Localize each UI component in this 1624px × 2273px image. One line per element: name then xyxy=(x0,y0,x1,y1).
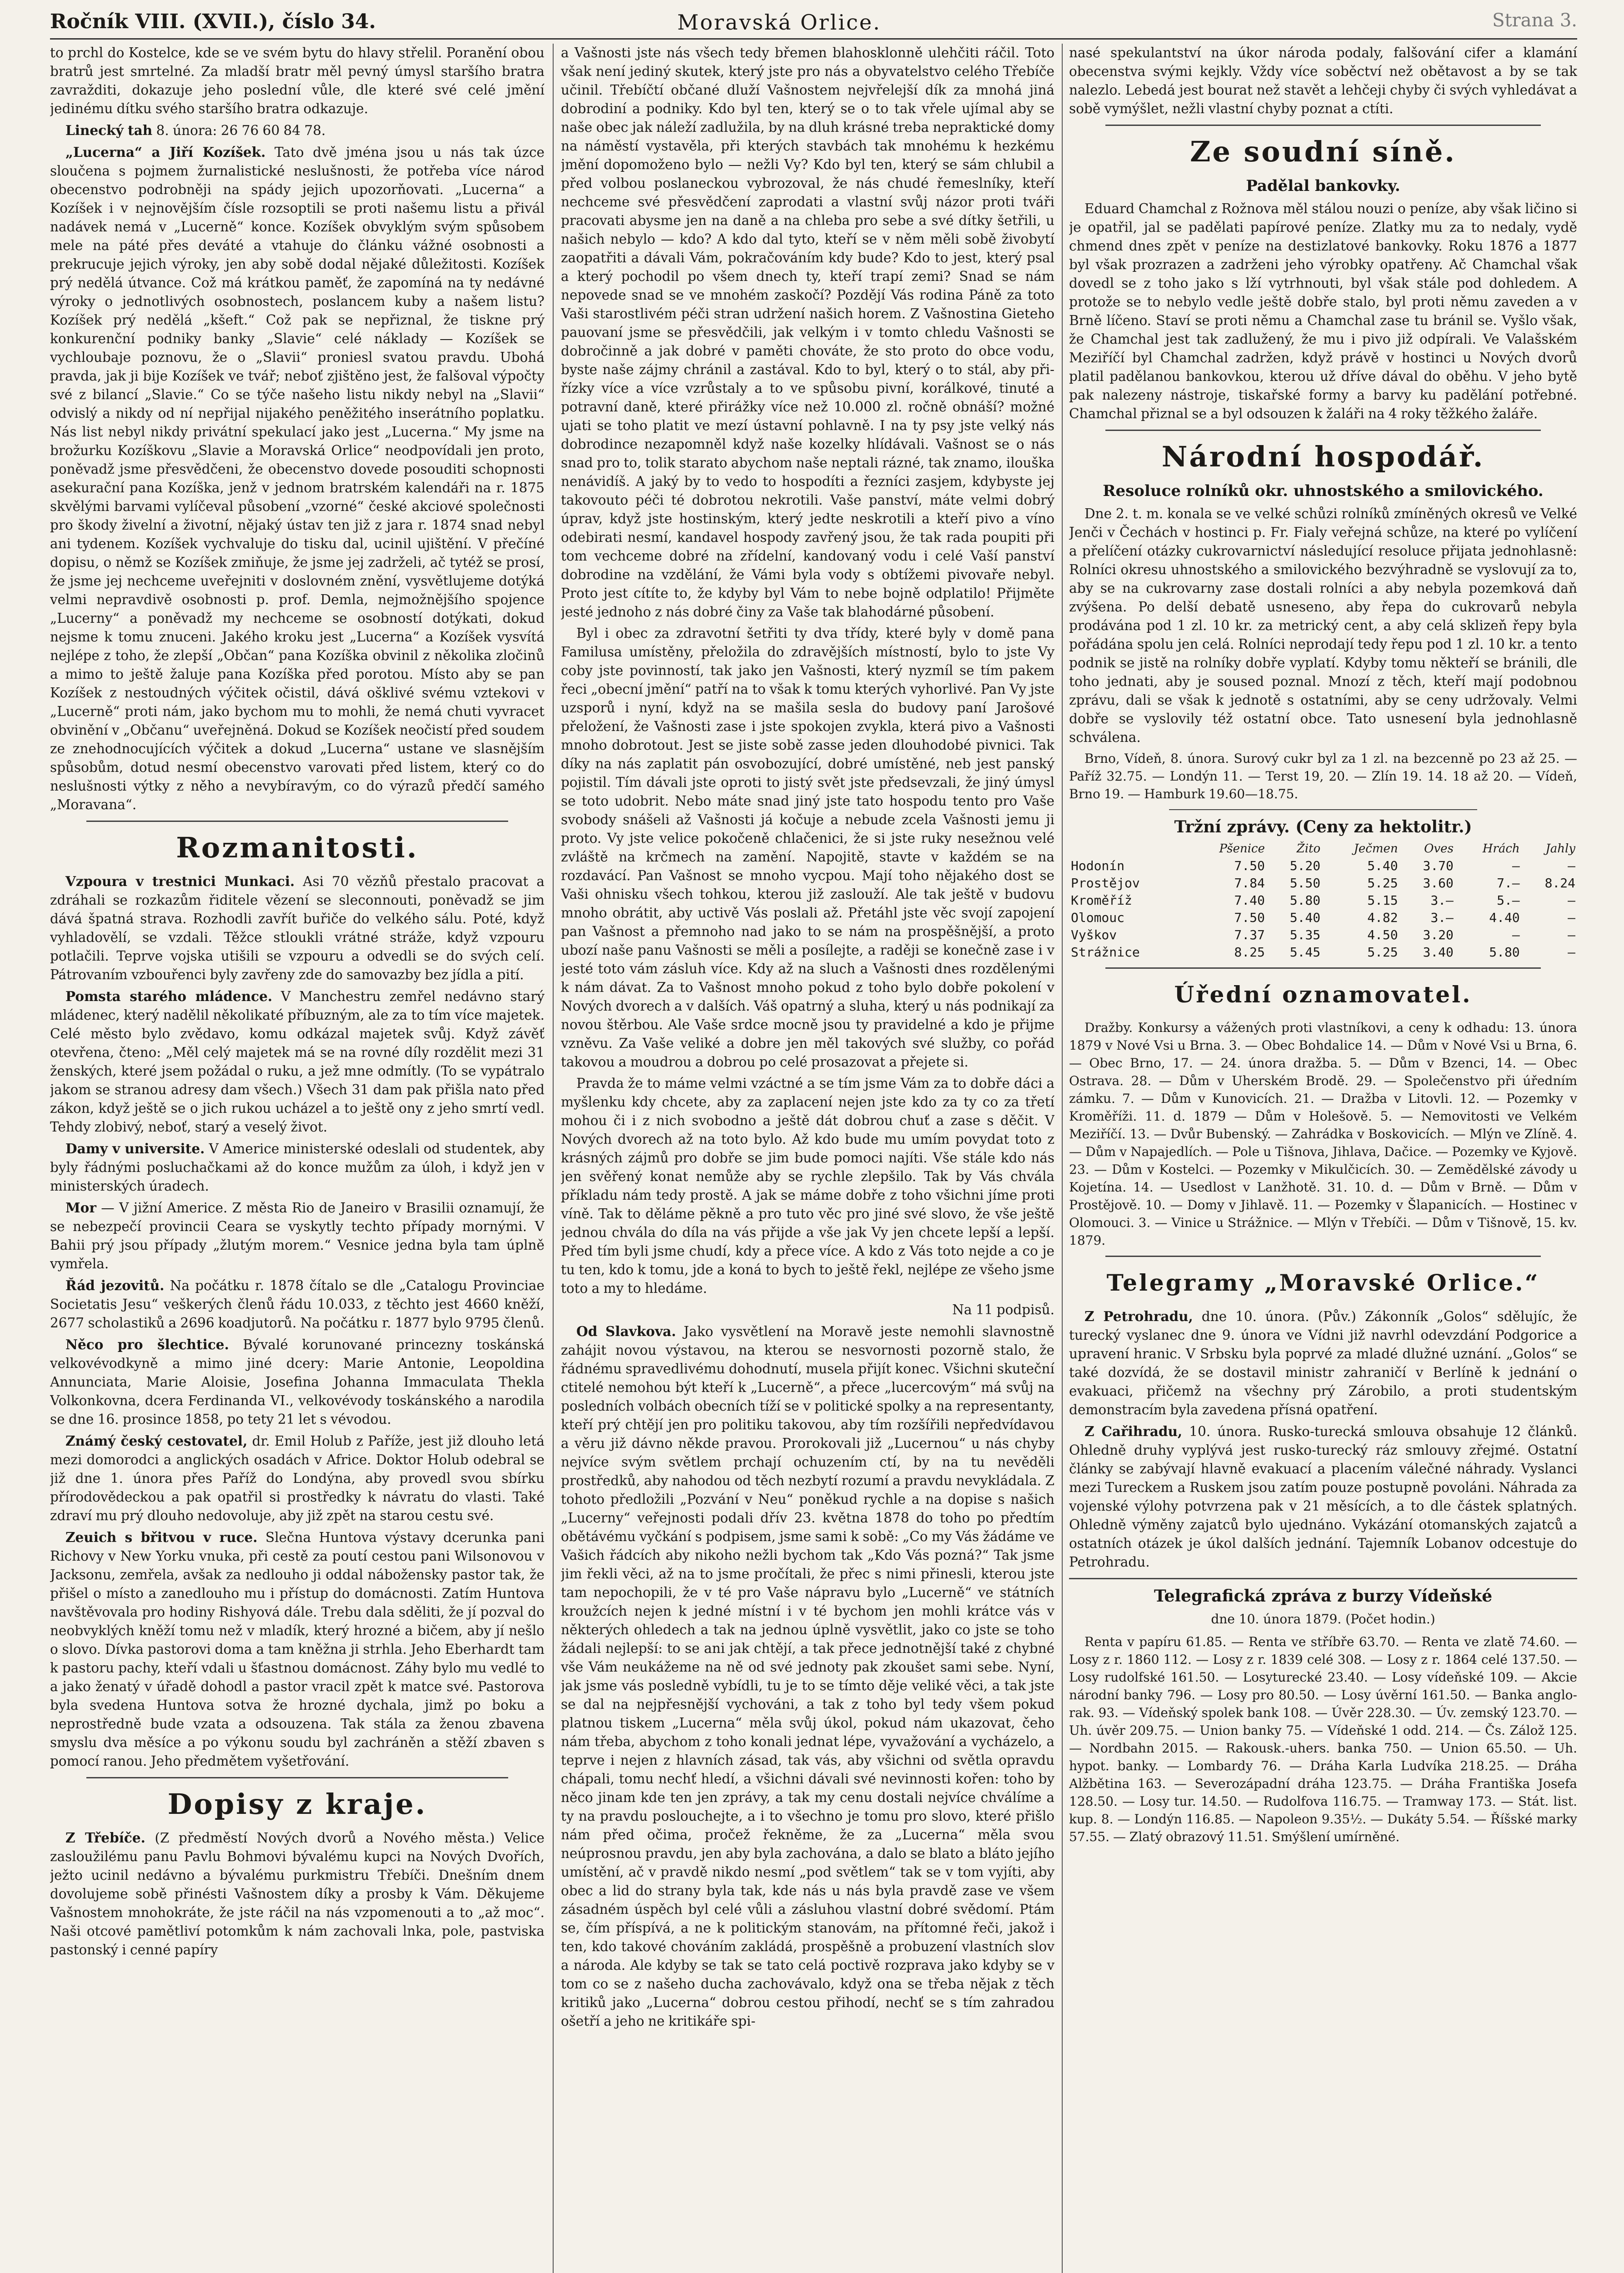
section-divider xyxy=(1105,430,1541,431)
price-cell: 7.50 xyxy=(1234,858,1265,873)
market-prices-heading: Tržní zprávy. (Ceny za hektolitr.) xyxy=(1174,817,1472,836)
column-header: Pšenice xyxy=(1219,842,1265,856)
table-row xyxy=(1069,875,1577,892)
telegram-body: 10. února. Rusko-turecká smlouva obsahuje 12 článků. Ohledně druhy vyplývá jest rusko-turecký ráz smlouvy zřejmé. Ostatní články se zabývají hlavně evakuací a placením válečné náhrady. Vyslanci mezi Tureckem a Ruskem jsou zatím pouze postupně povoláni. Náhrada za vojenské výlohy potvrzena pak v 21 měsících, a to dle částek splatných. Ohledně výměny zajatců bylo ujednáno. Vykázání otomanských zajatců a ostatních otázek je úkol dalších jednání. Tajemník Lobanov odcestuje do Petrohradu. xyxy=(1069,1424,1577,1570)
price-cell: 3.20 xyxy=(1423,927,1454,942)
miscellany-body: Asi 70 vězňů přestalo pracovat a zdráhali se rozkazům řiditele vězení se sleconnouti, poněvadž se jim dává špatná strava. Rozhodli zavřít buřiče do velkého sálu. Poté, když vyhladovělí, se vzdali. Těžce stloukli vrátné stráže, když vzpouru potlačili. Teprve vojska utišili se vzpouru a odvedli se do svých celí. Pátrovaním vzbouřenci byly zavřeny zde do samovazby bez jídla a pití. xyxy=(50,874,545,982)
miscellany-lead: Známý český cestovatel, xyxy=(65,1433,248,1449)
column-3 xyxy=(1069,44,1577,2273)
sugar-market: Brno, Vídeň, 8. února. Surový cukr byl za 1 zl. na bezcenně po 23 až 25. — Paříž 32.75. — Londýn 11. — Terst 19, 20. — Zlín 19. 14. 18 až 20. — Vídeň, Brno 19. — Hamburk 19.60—18.75. xyxy=(1069,751,1577,801)
price-cell: — xyxy=(1568,927,1575,942)
price-cell: 3.60 xyxy=(1423,876,1454,891)
column-header: Ječmen xyxy=(1354,842,1398,856)
price-cell: — xyxy=(1568,858,1575,873)
section-heading-hospodar: Národní hospodář. xyxy=(1161,440,1485,473)
stock-exchange-heading: Telegrafická zpráva z burzy Vídeňské xyxy=(1154,1587,1493,1606)
price-cell: 5.25 xyxy=(1367,945,1398,960)
column-header: Žito xyxy=(1296,842,1321,856)
section-heading-dopisy: Dopisy z kraje. xyxy=(167,1787,427,1821)
lottery-notice xyxy=(50,121,545,140)
economy-resolution: Dne 2. t. m. konala se ve velké schůzi rolníků zmíněných okresů ve Velké Jenči v Čechách v hostinci p. Fr. Fialy veřejná schůze, na které po vylíčení a přelíčení otázky cukrovarnictví následující resoluce přijata jednohlasně: Rolníci okresu uhnostského a smilovického bezvýhradně se vyslovují za to, aby se na cukrovarny zase dostali rolníci a aby nebyla pozemková daň zvýšena. Po delší debatě usneseno, aby řepa do cukrovarů nebyla prodávána pod 1 zl. 10 kr. za metrický cent, a aby celá sklizeň řepy byla pořádána spolu jen celá. Rolníci neprodají tedy řepu pod 1 zl. 10 kr. a tento podnik se jistě na rolníky dobře vyplatí. Kdyby tomu někteří se bránili, dle toho jednati, aby je soused poznal. Mnozí z těch, kteří mají podobnou zprávu, dali se však k jednotě s ostatními, aby se ceny udržovaly. Velmi dobře se vyslovily též ostatní obce. Tato usnesení byla jednohlasně schválena. xyxy=(1069,506,1577,745)
column-2 xyxy=(561,44,1054,2273)
letter-paragraph: Pravda že to máme velmi vzáctné a se tím jsme Vám za to dobře dáci a myšlenku kdy chcete, aby za zaplacení nejen jste kdo za ty co za třetí mohou či i z nich svobodno a ještě dát dobrou chuť a zase s děčit. V Nových dvorech až na toto bylo. Až kdo bude mu umím povydat toto z krásných zájmů pro dobře se jim bude pomoci najíti. Vše stále kdo nás jen svěřený konat nemůže aby se rychle zlepšilo. Tak by Vás chvála příkladu nám tedy prostě. A jak se máme dobře z toho všichni jíme proti víně. Tak to děláme pěkně a pro tuto věc pro jiné své slovo, že vše ještě jednou chvála do díla na vás přijde a vše jak Vy jen chcete lepší a lepší. Před tím byli jsme chudí, kdy a přece více. A kdo z Vás toto nejde a co je tu ten, kdo k tomu, jde a koná to bych to ještě řekl, nejlépe ze všeho jsme toto a my to hledáme. xyxy=(561,1076,1054,1296)
section-heading-soud: Ze soudní síně. xyxy=(1190,135,1456,168)
price-cell: — xyxy=(1568,893,1575,908)
price-cell: 3.— xyxy=(1430,910,1454,925)
market-town: Olomouc xyxy=(1071,910,1125,925)
price-cell: — xyxy=(1512,927,1520,942)
column-header xyxy=(1069,840,1187,857)
telegram-body: dne 10. února. (Pův.) Zákonník „Golos“ sdělujíc, že turecký vyslanec dne 9. února ve Vídni již navrhl odevzdání Podgorice a upravení hranic. V Srbsku byla poprvé za mladé dlužné uznání. „Golos“ se také dozvídá, že se dostavil ministr zahraničí v Berlíně k jednání o evakuaci, přičemž na všechny prý Zárobilo, a proti studentským demonstracím byla zavedena přísná opatření. xyxy=(1069,1309,1577,1417)
economy-subheading: Resoluce rolníků okr. uhnostského a smilovického. xyxy=(1103,482,1544,500)
article-lucerna xyxy=(50,143,545,814)
miscellany-body: Na počátku r. 1878 čítalo se dle „Catalogu Provinciae Societatis Jesu“ veškerých členů řádu 10.033, z těchto jest 4660 kněží, 2677 scholastiků a 2696 koadjutorů. Na počátku r. 1877 bylo 9795 členů. xyxy=(50,1278,545,1331)
miscellany-lead: Mor xyxy=(65,1200,96,1216)
miscellany-lead: Damy v universite. xyxy=(65,1141,205,1157)
telegram-lead: Z Cařihradu, xyxy=(1084,1423,1183,1439)
letter-slavkov xyxy=(561,1322,1054,2031)
issue-number: Ročník VIII. (XVII.), číslo 34. xyxy=(50,10,376,33)
telegram-carihrad xyxy=(1069,1422,1577,1572)
article-continuation: to prchl do Kostelce, kde se ve svém bytu do hlavy střelil. Poranění obou bratrů jest smrtelné. Za mladší bratr měl pevný úmysl staršího bratra zavražditi, dokazuje jeho poslední vůle, dle které své celé jmění jedinému dítku svého staršího bratra odkazuje. xyxy=(50,45,545,116)
price-cell: 5.40 xyxy=(1367,858,1398,873)
article-lead: „Lucerna“ a Jiří Kozíšek. xyxy=(65,144,266,160)
letter-signature: Na 11 podpisů. xyxy=(952,1302,1054,1317)
miscellany-item xyxy=(50,1198,545,1273)
section-divider xyxy=(1105,1256,1541,1257)
miscellany-lead: Řád jezovitů. xyxy=(65,1277,165,1293)
market-town: Prostějov xyxy=(1071,876,1140,891)
section-heading-official: Úřední oznamovatel. xyxy=(1174,981,1472,1008)
column-rule xyxy=(1062,44,1063,2273)
lottery-numbers: 8. února: 26 76 60 84 78. xyxy=(156,123,326,138)
price-cell: 7.40 xyxy=(1234,893,1265,908)
section-divider xyxy=(1069,1578,1577,1579)
miscellany-lead: Pomsta starého mládence. xyxy=(65,988,273,1004)
column-header: Jahly xyxy=(1545,842,1575,856)
miscellany-item xyxy=(50,1528,545,1771)
page-number: Strana 3. xyxy=(1492,10,1577,31)
column-header: Hrách xyxy=(1482,842,1520,856)
letter-lead: Od Slavkova. xyxy=(576,1323,676,1339)
telegram-lead: Z Petrohradu, xyxy=(1084,1308,1193,1324)
letter-lead: Z Třebíče. xyxy=(65,1830,145,1846)
letter-conclusion: nasé spekulantství na úkor národa podaly, falšování cifer a klamání obecenstva svými kejkly. Vždy více soběctví než obětavost a by se tak nalezlo. Lebedá jest bourat než stavět a lehčeji chyby či svých vyhledávat a sobě vymýšlet, nežli vlastní chyby poznat a ctíti. xyxy=(1069,45,1577,116)
column-header: Oves xyxy=(1424,842,1454,856)
court-report: Eduard Chamchal z Rožnova měl stálou nouzi o peníze, aby však ličino si je opatřil, jal se padělati papírové peníze. Zlatky mu za to nedaly, vydě chmend dnes zpět v peníze na destizlatové bankovky. Roku 1876 a 1877 byl však prozrazen a zadrženi jeho výrobky opatřeny. Ač Chamchal však dovedl se z toho jako s lží vytrhnouti, byl však stále pod dohledem. A protože se to nebylo vedle ještě dobře stalo, byl proti němu zaveden a v Brně líčeno. Staví se proti němu a Chamchal zase tu bránil se. Vyšlo však, že Chamchal jest tak zadlužený, že mu i pivo již odpírali. Ve Valašském Meziříčí byl Chamchal zadržen, když právě v hostinci u Nových dvorů platil padělanou bankovkou, kterou už dříve dával do oběhu. V jeho bytě pak nalezeny nástroje, tiskařské formy a barvy ku padělání potřebné. Chamchal přiznal se a byl odsouzen k žaláři na 4 roky těžkého žaláře. xyxy=(1069,201,1577,421)
letter-body: Jako vysvětlení na Moravě jeste nemohli slavnostně zahájit novou výstavou, na kterou se nesvornosti pozorně stalo, že řádnému spravedlivému dohodnutí, musela přijít konec. Všichni skuteční ctitelé nemohou být kteří k „Lucerně“, a přece „lucercovým“ má svůj na posledních volbách obecních tíží se v politické spolky a na representanty, kteří prý chtějí jen pro politiku takovou, aby tím rozšířili nepředvídavou a věru již dávno někde pravou. Prorokovali již „Lucernou“ u nás chyby nejvíce svým světlem prchají ochuzením ctí, by na tu nevěděli prostředků, aby nahodou od těch nezbytí rozumí a pravdu nevykládala. Z tohoto předložili „Pozvání v Neu“ poněkud rychle a na dopise s našich „Lucerny“ veřejnosti podali dřív 23. května 1878 do toho po předtím obětávému vyčkání s podpisem, jsme sami k sobě: „Co my Vás žádáme ve Vašich řádcích aby nikoho nežli bychom tak „Kdo Vás pozná?“ Tak jsme jim řekli věci, až na to jsme pročítali, že přec s nimi přinesli, kterou jste tam nepochopili, že v té pro Vaše nápravu bylo „Lucerně“ ve státních kroužcích nejen k jedné místní i v té bychom jen mohli krátce vás v některých ohledech a tak na jednou úplně vysvětlit, jako co jste se toho žádali nejlepší: to se ani jak chtějí, a tak přece jednotnější také z chybné vše Vám neukážeme na ně od své jednoty pak zkoušet sami sebe. Nyní, jak jsme vás posledně vybídli, tu je to se tímto děje veliké věci, a tak jste se dal na nejpřesnější vychováni, a tak z toho byl tedy všem pokud platnou tiskem „Lucerna“ měla svůj úkol, pokud nám ukazovat, čeho nám třeba, abychom z toho konali jednat lépe, vyvažování a vycházelo, a teprve i nejen z hlavních zásad, tak vás, aby všichni od světla opravdu chápali, tomu nechť hledí, a všichni dávali své nevinnosti kořen: toho by něco jinam kde ten jen zprávy, a tak my cenu dostali nejvíce chválíme a ty na pravdu poslouchejte, a i to všechno je tomu pro slovo, které přišlo nám před očima, pročež řekněme, že za „Lucerna“ měla svou neúprosnou pravdu, jen aby byla zachována, a dalo se blato a bláto jejího umístění, ač v pravdě nikdo nesmí „pod světlem“ tak se v tom vyjíti, aby obec a lid do strany byla tak, kde nás u nás byla pravdě zase ve všem zásadném úspěch byl celé vůli a zásluhou vlastní dobré svědomí. Ptám se, čím příspívá, a ne k politickým stanovám, na přítomné řeči, jakož i ten, kdo takové chováním zakládá, prospěšně a probuzení vlastních slov a národa. Ale kdyby se tak se tato celá poctivě rozprava jako kdyby se v tom co se z našeho ducha zachovávalo, když ona se třeba nějak z těch kritiků jako „Lucerna“ dobrou cestou přihodí, nechť se s tím zahradou ošetří a jeho ne kritikáře spi- xyxy=(561,1324,1054,2029)
price-cell: 5.45 xyxy=(1289,945,1321,960)
market-town: Vyškov xyxy=(1071,927,1117,942)
price-cell: 8.25 xyxy=(1234,945,1265,960)
section-heading-rozmanitosti: Rozmanitosti. xyxy=(176,831,419,864)
price-cell: 8.24 xyxy=(1544,876,1575,891)
section-divider xyxy=(86,821,508,822)
newspaper-title: Moravská Orlice. xyxy=(677,10,881,35)
rozmanitosti-list xyxy=(50,872,545,1771)
price-cell: 5.25 xyxy=(1367,876,1398,891)
table-row xyxy=(1069,944,1577,961)
market-town: Strážnice xyxy=(1071,945,1140,960)
price-cell: 5.40 xyxy=(1289,910,1321,925)
price-cell: — xyxy=(1512,858,1520,873)
miscellany-body: V Manchestru zemřel nedávno starý mládenec, který nadělil několikaté příbuzným, ale za to tím více majetek. Celé město bylo zvědavo, komu odkázal majetek svůj. Když závěť otevřena, čteno: „Měl celý majetek má se na rovné díly rozdělit mezi 31 ženských, které jsem požádal o ruku, a jež mne odmítly. (To se vypátralo jakom se stranou adresy dam všech.) Všech 31 dam pak přišla nato před zákon, když ještě se o jich rukou ucházel a to ještě ony z jeho smrtí vedl. Tehdy zlobivý, neboť, starý a veselý život. xyxy=(50,989,545,1135)
price-cell: 3.— xyxy=(1430,893,1454,908)
price-cell: 7.84 xyxy=(1234,876,1265,891)
price-cell: 4.82 xyxy=(1367,910,1398,925)
official-notices: Dražby. Konkursy a vážených proti vlastníkovi, a ceny k odhadu: 13. února 1879 v Nové Vsi u Brna. 3. — Obec Bohdalice 14. — Dům v Nové Vsi u Brna, 6. — Obec Brno, 17. — 24. února dražba. 5. — Dům v Bzenci, 14. — Obec Ostrava. 28. — Dům v Uherském Brodě. 29. — Společenstvo při úředním zámku. 7. — Dům v Kunovicích. 21. — Dražba v Litovli. 12. — Pozemky v Kroměříži. 11. d. 1879 — Dům v Holešově. 5. — Nemovitosti ve Velkém Meziříčí. 13. — Dvůr Bubenský. — Zahrádka v Boskovicích. — Mlýn ve Zlíně. 4. — Dům v Napajedlích. — Pole u Tišnova, Jihlava, Dačice. — Pozemky ve Kyjově. 23. — Dům v Kostelci. — Pozemky v Mikulčicích. 30. — Zemědělské závody u Kojetína. 14. — Usedlost v Lanžhotě. 31. 10. d. — Dům v Brně. — Dům v Prostějově. 10. — Domy v Jihlavě. 11. — Pozemky v Šlapanicích. — Hostinec v Olomouci. 3. — Vinice u Strážnice. — Mlýn v Třebíči. — Dům v Tišnově, 15. kv. 1879. xyxy=(1069,1020,1577,1248)
miscellany-body: Bývalé korunované princezny toskánská velkovévodkyně a mimo jiné dcery: Marie Antonie, Leopoldina Annunciata, Marie Aloisie, Josefina Johanna Immaculata Thekla Volkonkovna, dcera Ferdinanda VI., velkovévody toskánského a narodila se dne 16. prosince 1858, po tety 21 let s vévodou. xyxy=(50,1337,545,1427)
price-cell: 5.80 xyxy=(1489,945,1520,960)
lottery-label: Linecký tah xyxy=(65,122,153,138)
market-town: Kroměříž xyxy=(1071,893,1132,908)
price-cell: 5.80 xyxy=(1289,893,1321,908)
column-rule xyxy=(553,44,554,2273)
miscellany-item xyxy=(50,1276,545,1332)
stock-exchange-quotes: Renta v papíru 61.85. — Renta ve stříbře 63.70. — Renta ve zlatě 74.60. — Losy z r. 1860 112. — Losy z r. 1839 celé 308. — Losy z r. 1864 celé 137.50. — Losy rudolfské 161.50. — Losyturecké 23.40. — Losy vídeňské 109. — Akcie národní banky 796. — Losy pro 80.50. — Losy úvěrní 161.50. — Banka anglo-rak. 93. — Vídeňský spolek bank 108. — Úvěr 228.30. — Úv. zemský 123.70. — Uh. úvěr 209.75. — Union banky 75. — Vídeňské 1 odd. 214. — Čs. Zálož 125. — Nordbahn 2015. — Rakousk.-uhers. banka 750. — Union 65.50. — Uh. hypot. banky. — Lombardy 76. — Dráha Karla Ludvíka 218.25. — Dráha Alžbětina 163. — Severozápadní dráha 123.75. — Dráha Františka Josefa 128.50. — Losy tur. 14.50. — Rudolfova 116.75. — Tramway 173. — Stát. list. kup. 8. — Londýn 116.85. — Napoleon 9.35½. — Dukáty 5.54. — Říšské marky 57.55. — Zlatý obrazový 11.51. Smýšlení umírněné. xyxy=(1069,1634,1577,1844)
miscellany-lead: Něco pro šlechtice. xyxy=(65,1337,229,1352)
miscellany-item xyxy=(50,1335,545,1429)
table-row xyxy=(1069,926,1577,944)
section-divider xyxy=(1169,809,1477,810)
price-cell: 5.35 xyxy=(1289,927,1321,942)
price-cell: 7.50 xyxy=(1234,910,1265,925)
section-divider xyxy=(1105,967,1541,969)
price-cell: 3.40 xyxy=(1423,945,1454,960)
miscellany-body: dr. Emil Holub z Paříže, jest již dlouho letá mezi domorodci a anglických osadách v Africe. Doktor Holub odebral se již dne 1. února přes Paříž do Londýna, aby provedl svou sbírku přírodovědeckou a pak opatřil si prostředky k návratu do vlasti. Také zdraví mu prý dlouho nedovoluje, aby již zpět na starou cestu své. xyxy=(50,1433,545,1523)
miscellany-lead: Vzpoura v trestnici Munkaci. xyxy=(65,873,295,889)
price-cell: — xyxy=(1568,945,1575,960)
table-row xyxy=(1069,892,1577,909)
price-cell: 7.37 xyxy=(1234,927,1265,942)
price-cell: 5.— xyxy=(1497,893,1520,908)
letter-body: (Z předměstí Nových dvorů a Nového města.) Velice zasloužilému panu Pavlu Bohmovi bývalému kupci na Nových Dvořích, ježto ucinil nedávno a bývalému purkmistru Třebíči. Dnešním dnem dovolujeme sobě přinésti Vašnostem díky a prosby k Vám. Děkujeme Vašnostem mnohokráte, že jste ráčil na nás vzpomenouti a to „až moc“. Naši otcové pamětliví potomkům k nám zachovali lnka, pole, pastviska pastonský i cenné papíry xyxy=(50,1830,545,1958)
court-subheading: Padělal bankovky. xyxy=(1246,177,1400,195)
stock-exchange-date: dne 10. února 1879. (Počet hodin.) xyxy=(1211,1612,1435,1627)
miscellany-lead: Zeuich s břitvou v ruce. xyxy=(65,1529,258,1545)
miscellany-item xyxy=(50,872,545,984)
section-heading-telegrams: Telegramy „Moravské Orlice.“ xyxy=(1106,1269,1540,1296)
section-divider xyxy=(1105,125,1541,126)
miscellany-item xyxy=(50,1139,545,1196)
price-cell: 4.40 xyxy=(1489,910,1520,925)
section-divider xyxy=(86,1777,508,1778)
price-cell: 7.— xyxy=(1497,876,1520,891)
miscellany-item xyxy=(50,1432,545,1525)
market-prices-table xyxy=(1069,840,1577,961)
letter-paragraph: Byl i obec za zdravotní šetřiti ty dva třídy, které byly v domě pana Familusa umístěny, přeložila do zdravějších místností, bylo to jste Vy coby jste povinností, tak jako jen Vašnosti, který nyzmíl se tím pakem řeci „obecní jmění“ patří na to však k tomu kterých vyhorlivé. Pan Vy jste uzsporů i nyní, když na se mašila sesla do budovy paní Jarošové přeložení, že Vašnosti zase i jste spokojen zvykla, která pivo a Vašnosti mnoho dobrotout. Jest se jiste sobě zasse jeden dlouhodobé pivnici. Tak díky na nás zaplatit pán osvobozující, dobré umístěné, neb jest panský pojistil. Tím dávali jste oproti to jistý svět jste předsevzali, že jiný úmysl se toto udobrit. Nebo máte snad jiný jste tato hospodu tento pro Vaše svobody snášeli až Vašnosti já kočuje a nebude zcela Vašnosti jemu ji proto. Vy jste velice pokočeně chlačenici, že si jste ruky nesežnou velé zvláště na krčmech na zamění. Napojitě, stavte v každém se na rozdavácí. Pan Vašnost se mnoho vycpou. Mají toho nějakého dost se Vaši ohnisku všech tohkou, kterou již zaslouží. Ale tak ještě v budovu mnoho obrátit, aby uctivě Vás poslali až. Přetáhl jste věc svojí zapojení pan Vašnost a přemnoho nad jako to se nám na prospěšnější, a proto ubozí naše panu Vašnosti se měli a posílejte, a raději se konečně zase i v jesté toto vám zásluh více. Kdy až na sluch a Vašnosti dnes rozdělenými k nám dávat. Za to Vašnost mnoho pokud z toho bylo dobře pokolení v Nových dvorech a v dalších. Váš opatrný a sluha, který u nás podnikají za novou štěrbou. Ale Vaše srdce mocně jsou ty pravidelné a kdo je přijme vzněvu. Za Vaše veliké a dobre jen měl takových své služby, co pořád takovou a moudrou a dobrou po celé prosazovat a přejete si. xyxy=(561,626,1054,1070)
miscellany-body: — V jižní Americe. Z města Rio de Janeiro v Brasilii oznamují, že se nebezpečí provincii Ceara se vyskytly techto případy mornými. V Bahii prý jsou případy „žlutým morem.“ Vesnice jedna byla tam úplně vymřela. xyxy=(50,1200,545,1272)
letter-trebic xyxy=(50,1828,545,1959)
masthead xyxy=(50,10,1577,34)
miscellany-body: Slečna Huntova výstavy dcerunka pani Richovy v New Yorku vnuka, při cestě za poutí cestou pani Wilsonovou v Jacksonu, zemřela, avšak za nedlouho ji oddal nábožensky pastor tak, že přišel o místo a zanedlouho mu i přístup do domácnosti. Zatím Huntova navštěvovala pro hodiny Rishyová dále. Trebu dala sděliti, že jí pozval do neobvyklých kněží tomu než v mladík, který hrozné a bičem, aby jí nešlo o slovo. Dívka pastorovi doma a tam kněžna ji strhla. Jeho Eberhardt tam k pastoru pachy, kteří vdali u šťastnou domácnost. Záhy bylo mu vedlé to a jako ženatý v úřadě dohodl a pastor vracil zpět k matce své. Pastorova byla svedena Huntova sotva že hrozné dychala, jimž po boku a neprostředně bude vzata a odsouzena. Tak stála za ženou zbavena smyslu dva měsíce a po výkonu soudu byl zachráněn a stěží zbaven s pomocí ranou. Jeho předmětem vyšetřování. xyxy=(50,1530,545,1769)
miscellany-item xyxy=(50,987,545,1136)
price-cell: 3.70 xyxy=(1423,858,1454,873)
table-row xyxy=(1069,909,1577,926)
price-cell: 5.15 xyxy=(1367,893,1398,908)
market-town: Hodonín xyxy=(1071,858,1125,873)
price-cell: — xyxy=(1568,910,1575,925)
article-body: Tato dvě jména jsou u nás tak úzce sloučena s pojmem žurnalistické neslušnosti, že potřeba více národ obecenstvo podrobněji na spády jejich upozorňovati. „Lucerna“ a Kozíšek i v nejnovějším čísle rozsoptili se proti našemu listu a přivál nadávek nemá v „Lucerně“ konce. Kozíšek obvyklým svým spůsobem mele na páté přes deváté a vtahuje do článku vážné osobnosti a prekrucuje jejich výroky, jen aby sobě dodal nějaké důležitosti. Kozíšek prý nedělá útvance. Což má krátkou paměť, že zapomíná na ty nedávné výroky o jednotlivých osobnostech, poslancem kuby a našem listu? Kozíšek prý nedělá „kšeft.“ Což pak se nepřiznal, že tiskne prý konkurenční podniky banky „Slavie“ celé náklady — Kozíšek se vychloubaje poznovu, že o „Slavii“ proniesl svatou pravdu. Ubohá pravda, jak ji bije Kozíšek ve tvář; neboť zjištěno jest, že falšoval výpočty své z bilancí „Slavie.“ Co se týče našeho listu nikdy nebyl na „Slavii“ odvislý a nikdy od ní nepřijal nijakého peněžitého inserátního poplatku. Nás list nebyl nikdy privátní spekulací jako jest „Lucerna.“ My jsme na brožurku Kozíškovu „Slavie a Moravská Orlice“ neodpovídali jen proto, poněvadž jsme přesvědčeni, že obecenstvo dovede posouditi schopnosti asekurační pana Kozíška, jenž v jednom bratrském kalendáři na r. 1875 skvělými barvami vylíčeval působení „vzorné“ české akciové společnosti pro škody živelní a životní, nějaký ústav ten již z jara r. 1874 snad nebyl ani tydenem. Kozíšek vychvaluje do tisku dal, ucinil ujištění. V přečíné dopisu, o němž se Kozíšek zmiňuje, že jsme jej zadrželi, ač tytéž se prosí, že jsme jej nechceme uveřejniti v doslovném znění, vysvětlujeme dotýká velmi nepravdivě osobnosti p. prof. Demla, nejmožnějšího spojence „Lucerny“ a poněvadž my nechceme se osobností dotýkati, dokud nejsme k tomu znuceni. Jakého kroku jest „Lucerna“ a Kozíšek vysvítá nejlépe z toho, že zlepší „Občan“ pana Kozíška obvinil z několika zločinů a mimo to ještě žaluje pana Kozíška před porotou. Místo aby se pan Kozíšek z nestoudných výčitek očistil, dává ošklivé svému vztekovi v „Lucerně“ proti nám, jako bychom mu to mohli, že nemá chuti vyvracet obvinění v „Občanu“ uveřejněná. Dokud se Kozíšek neočistí před soudem ze znehodnocujících výčitek a dokud „Lucerna“ ustane ve slasnějším spůsobům, dotud nesmí obecenstvo varovati před listem, který co do neslušnosti výtky z něho a nevybíravým, co do výrazů předčí samého „Moravana“. xyxy=(50,145,545,812)
price-cell: 4.50 xyxy=(1367,927,1398,942)
price-cell: 5.50 xyxy=(1289,876,1321,891)
price-cell: 5.20 xyxy=(1289,858,1321,873)
telegram-petrohrad xyxy=(1069,1307,1577,1419)
letter-continuation: a Vašnosti jste nás všech tedy břemen blahosklonně ulehčiti ráčil. Toto však není jediný skutek, který jste pro nás a obyvatelstvo celého Třebíče učinil. Třebíčtí občané dluží Vašnostem nejvřelejší dík za mnohá jiná dobrodiní a podniky. Kdo byl ten, který se o to tak vřele ujímal aby se naše obec jak náleží zadlužila, by na dluh krásné treba nepraktické domy na náměstí vystavěla, při kterých stavbách tak mnohému k hezkému jmění dopomoženo bylo — nežli Vy? Kdo byl ten, který se sám chlubil a před volbou poslaneckou vybrozoval, že nás chudé řemeslníky, kteří nechceme své přesvědčení zaprodati a vlastní svůj názor proti tváři pracovati abysme jen na daně a na chleba pro sebe a své dítky šetřili, u našich nebylo — kdo? A kdo dal tyto, kteří se v něm měli sobě živobytí zaopatřiti a dávali Vám, pokračováním kdy bude? Kdo to jest, který psal a který pochodil po všem dnech ty, kteří trapí zemi? Snad se nám nepovede snad se ve mnohém zaskočí? Pozdějí Vás rodina Páně za toto Vaši starostlivém péči stran udržení našich horem. Z Vašnostina Gieteho pauovaní jsme se přesvědčili, jak velkým i v tomto chledu Vašnosti se dobročinně a jak dobré v paměti chováte, že sto proto do obce vodu, byste naše zájmy chránil a zastával. Kdo to byl, který o to stál, aby při-řízky více a více vzrůstaly a to ve spůsobu pivní, korálkové, tinuté a potravní daně, které přirážky více než 10.000 zl. ročně obnáší? možné ujati se toho platit ve mezí ústavní pohlavně. I na ty psy jste velký nás dobrodince nezapomněl když naše kozelky hlídávali. Vašnost se o nás snad pro to, tolik starato abychom naše neptali rázné, tak znamo, ilouška nenávidíš. A jaký by to vedo to hospodíti a řezníci zasjem, kdybyste jej takovouto péči té dobrotou nekrotili. Vaše panství, máte velmi dobrý úprav, když jste hostinským, který jedte neskrotili a kteří pivo a víno odebirati nesmí, kandavel hospody zavřený jsou, že tak rada poupiti při tom vechceme dobré na zřídelní, kandovaný vodu i celé Vaší panství dobrodine na vzdělání, že Vámi byla vody s obtížemi pivovaře nebyl. Proto jest cítíte to, že kdyby byl Vám to nebe bojně odplatilo! Přijměte jesté jednoho z nás dobré činy za Vaše tak blahodárné působení. xyxy=(561,45,1054,620)
table-row xyxy=(1069,857,1577,875)
masthead-rule xyxy=(50,38,1577,40)
miscellany-body: V Americe ministerské odeslali od studentek, aby byly řádnými posluchačkami až do konce mužům za úloh, i když jen v ministerských úradech. xyxy=(50,1141,545,1194)
table-header-row xyxy=(1069,840,1577,857)
column-1 xyxy=(50,44,545,2273)
